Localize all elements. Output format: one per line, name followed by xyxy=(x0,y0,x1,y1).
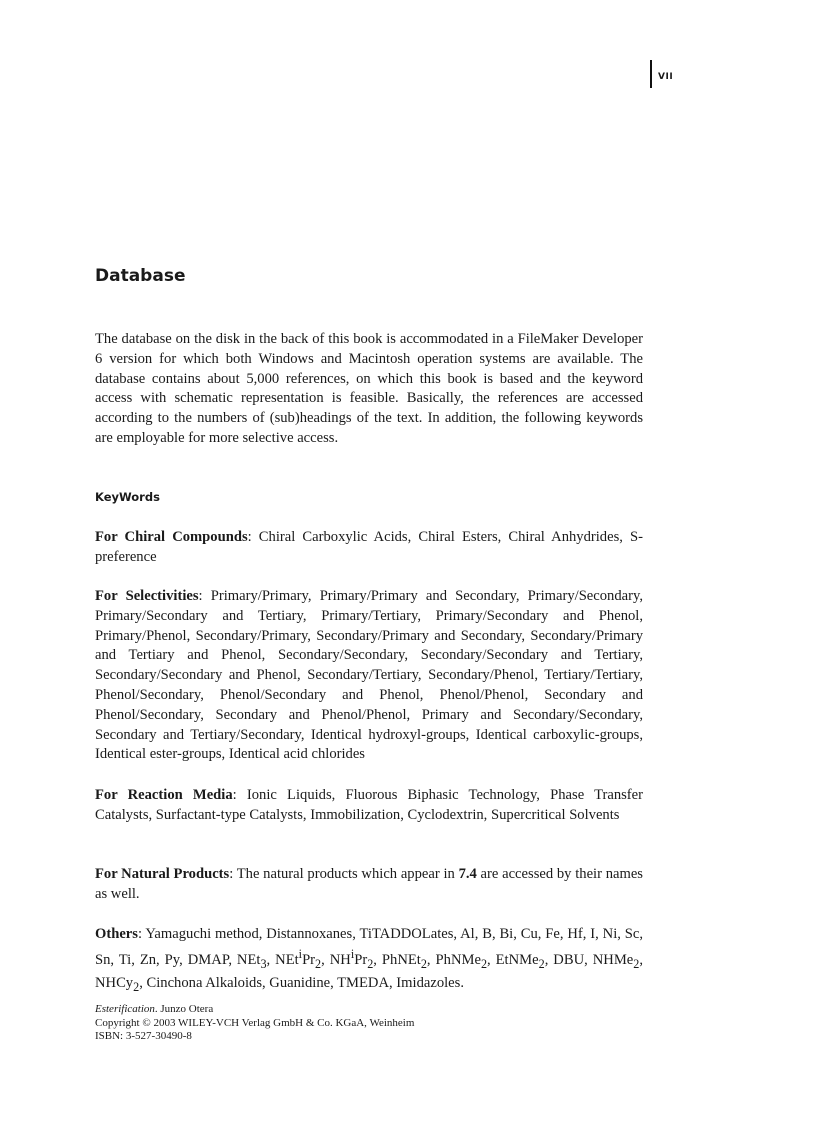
footer-citation xyxy=(95,1003,414,1017)
others-text-c: Pr xyxy=(302,951,316,968)
others-sub-8: 2 xyxy=(133,980,140,995)
others-sub-6: 2 xyxy=(538,956,545,971)
others-sub-5: 2 xyxy=(480,956,488,971)
others-text-d: , NH xyxy=(321,951,351,968)
others-sub-4: 2 xyxy=(420,956,427,971)
keyword-others-paragraph xyxy=(95,925,643,998)
keywords-heading: KeyWords xyxy=(95,490,160,504)
keyword-chiral-text: : Chiral Carboxylic Acids, Chiral Esters, Chiral Anhydrides, S-preference xyxy=(95,529,644,565)
others-text-i: , DBU, NHMe xyxy=(544,951,634,968)
others-sub-1: 3 xyxy=(260,956,267,971)
others-sup-1: i xyxy=(298,946,303,961)
others-sub-7: 2 xyxy=(633,956,640,971)
others-sup-2: i xyxy=(350,946,355,961)
keyword-natural-text-a: : The natural products which appear in xyxy=(229,866,459,882)
keyword-natural-section-ref: 7.4 xyxy=(458,866,477,882)
others-text-e: Pr xyxy=(354,951,368,968)
keyword-chiral-label: For Chiral Compounds xyxy=(95,529,248,545)
keyword-natural-text-b: are accessed by their names as well. xyxy=(95,866,643,902)
footer-isbn: ISBN: 3-527-30490-8 xyxy=(95,1030,192,1042)
others-text-h: , EtNMe xyxy=(487,951,539,968)
keyword-media-paragraph xyxy=(95,786,643,826)
others-sub-2: 2 xyxy=(315,956,322,971)
keyword-selectivities-paragraph xyxy=(95,587,643,765)
keyword-natural-label: For Natural Products xyxy=(95,866,230,882)
others-text-j: , NHCy xyxy=(95,951,644,992)
others-text-b: , NEt xyxy=(266,951,299,968)
footer xyxy=(95,1003,414,1044)
page-number: VII xyxy=(658,72,674,82)
others-text-f: , PhNEt xyxy=(373,951,421,968)
others-text-k: , Cinchona Alkaloids, Guanidine, TMEDA, Imidazoles. xyxy=(139,975,464,992)
footer-author: . Junzo Otera xyxy=(154,1003,214,1015)
keyword-others-label: Others xyxy=(95,926,138,942)
keyword-selectivities-text: : Primary/Primary, Primary/Primary and Secondary, Primary/Secondary, Primary/Secondary and Tertiary, Primary/Tertiary, Primary/Secondary and Phenol, Primary/Phenol, Secondary/Primary, Secondary/Primary and Secondary, Secondary/Primary and Tertiary and Phenol, Secondary/Secondary, Secondary/Secondary and Tertiary, Secondary/Secondary and Phenol, Secondary/Tertiary, Secondary/Phenol, Tertiary/Tertiary, Phenol/Secondary, Phenol/Secondary and Phenol, Phenol/Phenol, Secondary and Phenol/Secondary, Secondary and Phenol/Phenol, Primary and Secondary/Secondary, Secondary and Tertiary/Secondary, Identical hydroxyl-groups, Identical carboxylic-groups, Identical ester-groups, Identical acid chlorides xyxy=(95,588,643,763)
others-sub-3: 2 xyxy=(367,956,374,971)
intro-paragraph: The database on the disk in the back of this book is accommodated in a FileMaker Developer 6 version for which both Windows and Macintosh operation systems are available. The database contains about 5,000 references, on which this book is based and the keyword access with schematic representation is feasible. Basically, the references are accessed according to the numbers of (sub)headings of the text. In addition, the following keywords are employable for more selective access. xyxy=(95,331,643,446)
footer-copyright: Copyright © 2003 WILEY-VCH Verlag GmbH & Co. KGaA, Weinheim xyxy=(95,1016,415,1029)
footer-book-title: Esterification xyxy=(95,1003,155,1015)
page-title: Database xyxy=(95,266,186,286)
keyword-media-label: For Reaction Media xyxy=(95,787,233,803)
others-text-a: : Yamaguchi method, Distannoxanes, TiTADDOLates, Al, B, Bi, Cu, Fe, Hf, I, Ni, Sc, Sn, Ti, Zn, Py, DMAP, NEt xyxy=(95,926,643,968)
others-text-g: , PhNMe xyxy=(426,951,481,968)
keyword-media-text: : Ionic Liquids, Fluorous Biphasic Technology, Phase Transfer Catalysts, Surfactant-type Catalysts, Immobilization, Cyclodextrin, Supercritical Solvents xyxy=(95,787,644,823)
keyword-chiral-paragraph xyxy=(95,528,643,568)
keyword-selectivities-label: For Selectivities xyxy=(95,588,199,604)
page-number-marker xyxy=(650,60,673,88)
keyword-natural-paragraph xyxy=(95,865,643,905)
